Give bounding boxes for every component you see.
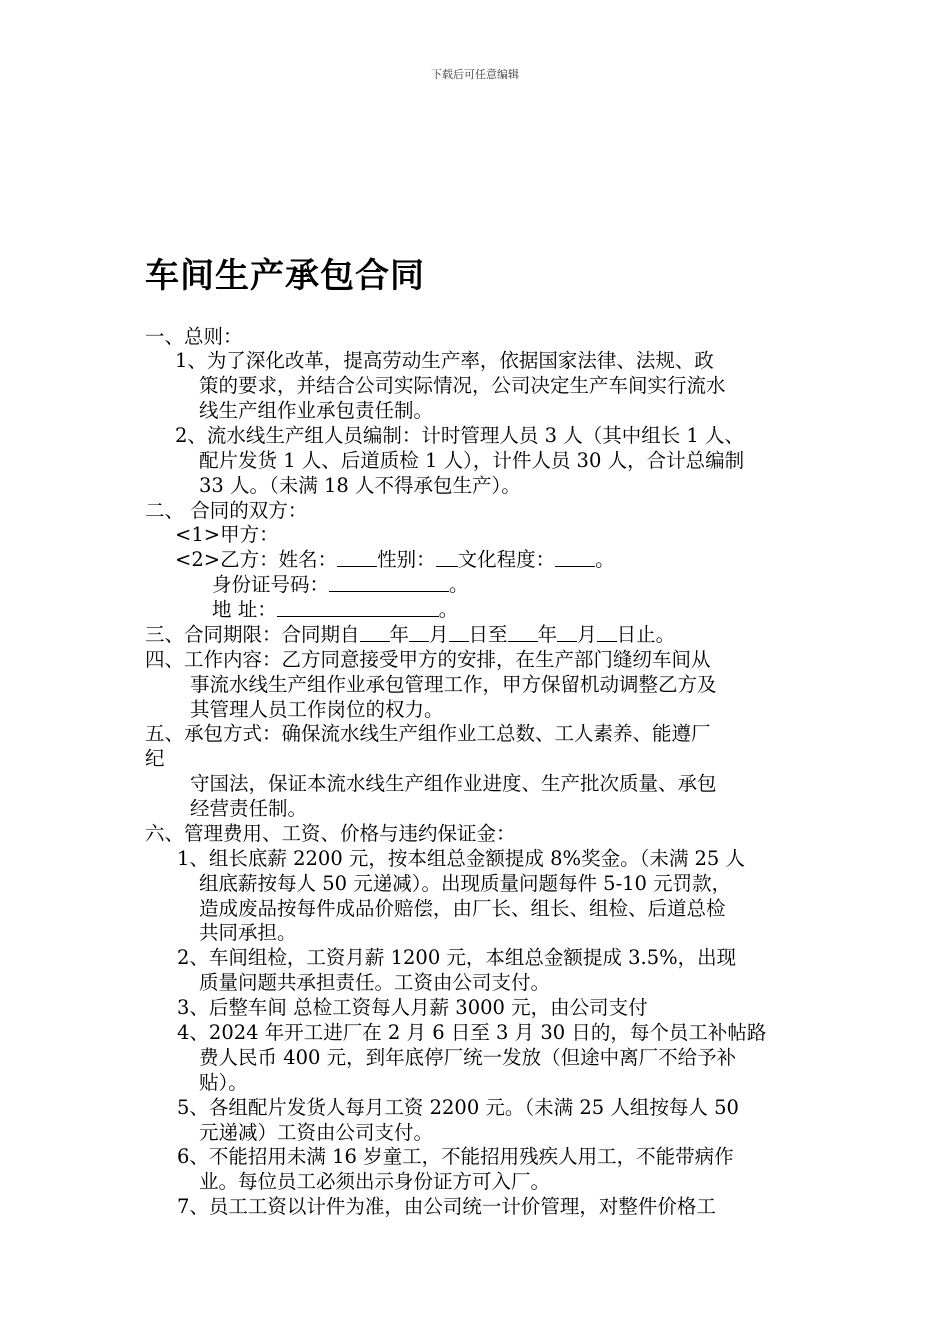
party-b-name-label: <2>乙方：姓名： bbox=[175, 548, 338, 571]
section-1-item-2-line-3: 33 人。（未满 18 人不得承包生产）。 bbox=[199, 474, 521, 497]
section-1-item-2-line-2: 配片发货 1 人、后道质检 1 人），计件人员 30 人，合计总编制 bbox=[199, 449, 745, 472]
start-day-blank bbox=[449, 622, 469, 642]
document-title: 车间生产承包合同 bbox=[145, 256, 425, 296]
section-1-item-2-line-1: 2、流水线生产组人员编制：计时管理人员 3 人（其中组长 1 人、 bbox=[175, 424, 745, 447]
party-b-end: 。 bbox=[595, 548, 615, 571]
id-number-blank bbox=[329, 572, 449, 592]
section-5-line-1: 五、承包方式：确保流水线生产组作业工总数、工人素养、能遵厂 bbox=[145, 722, 711, 745]
party-a-line: <1>甲方： bbox=[175, 523, 279, 546]
gender-label: 性别： bbox=[377, 548, 436, 571]
start-year-blank bbox=[360, 622, 390, 642]
end-month-blank bbox=[557, 622, 577, 642]
term-day-1: 日至 bbox=[468, 623, 508, 646]
section-6-item-1-line-1: 1、组长底薪 2200 元，按本组总金额提成 8%奖金。（未满 25 人 bbox=[177, 847, 746, 870]
education-blank bbox=[555, 547, 595, 567]
section-4-line-2: 事流水线生产组作业承包管理工作，甲方保留机动调整乙方及 bbox=[190, 673, 717, 696]
section-6-item-4-line-3: 贴）。 bbox=[199, 1071, 248, 1094]
section-6-item-1-line-4: 共同承担。 bbox=[199, 921, 297, 944]
section-6-item-7-line-1: 7、员工工资以计件为准，由公司统一计价管理，对整件价格工 bbox=[177, 1195, 716, 1218]
section-1-item-1-line-3: 线生产组作业承包责任制。 bbox=[199, 399, 434, 422]
section-6-item-4-line-1: 4、2024 年开工进厂在 2 月 6 日至 3 月 30 日的，每个员工补帖路 bbox=[177, 1021, 767, 1044]
section-1-item-1-line-2: 策的要求，并结合公司实际情况，公司决定生产车间实行流水 bbox=[199, 374, 726, 397]
id-number-label: 身份证号码： bbox=[212, 573, 330, 596]
section-6-item-1-line-3: 造成废品按每件成品价赔偿，由厂长、组长、组检、后道总检 bbox=[199, 897, 726, 920]
section-1-item-1-line-1: 1、为了深化改革，提高劳动生产率，依据国家法律、法规、政 bbox=[175, 349, 714, 372]
section-6-item-1-line-2: 组底薪按每人 50 元递减）。出现质量问题每件 5-10 元罚款， bbox=[199, 872, 732, 895]
section-3-term bbox=[145, 622, 675, 647]
party-b-line bbox=[175, 547, 615, 572]
section-5-line-3: 守国法，保证本流水线生产组作业进度、生产批次质量、承包 bbox=[190, 772, 717, 795]
section-6-heading: 六、管理费用、工资、价格与违约保证金： bbox=[145, 822, 516, 845]
address-line bbox=[212, 597, 458, 622]
section-5-line-2: 纪 bbox=[145, 747, 165, 770]
gender-blank bbox=[436, 547, 458, 567]
section-6-item-4-line-2: 费人民币 400 元，到年底停厂统一发放（但途中离厂不给予补 bbox=[199, 1046, 737, 1069]
section-4-line-3: 其管理人员工作岗位的权力。 bbox=[190, 698, 444, 721]
section-6-item-6-line-2: 业。每位员工必须出示身份证方可入厂。 bbox=[199, 1170, 551, 1193]
section-5-line-4: 经营责任制。 bbox=[190, 797, 308, 820]
term-day-2: 日止。 bbox=[616, 623, 676, 646]
section-1-heading: 一、总则： bbox=[145, 325, 243, 348]
end-year-blank bbox=[508, 622, 538, 642]
section-6-item-5-line-2: 元递减）工资由公司支付。 bbox=[199, 1121, 434, 1144]
address-label: 地 址： bbox=[212, 598, 277, 621]
start-month-blank bbox=[409, 622, 429, 642]
section-6-item-2-line-1: 2、车间组检，工资月薪 1200 元，本组总金额提成 3.5%，出现 bbox=[177, 946, 737, 969]
term-month-1: 月 bbox=[429, 623, 449, 646]
address-blank bbox=[277, 597, 439, 617]
id-number-line bbox=[212, 572, 469, 597]
section-6-item-2-line-2: 质量问题共承担责任。工资由公司支付。 bbox=[199, 971, 551, 994]
end-day-blank bbox=[597, 622, 617, 642]
address-end: 。 bbox=[438, 598, 459, 621]
section-6-item-3-line-1: 3、后整车间 总检工资每人月薪 3000 元，由公司支付 bbox=[177, 996, 648, 1019]
name-blank bbox=[337, 547, 377, 567]
id-end: 。 bbox=[449, 573, 469, 596]
section-2-heading: 二、 合同的双方： bbox=[145, 499, 308, 522]
education-label: 文化程度： bbox=[457, 548, 556, 571]
term-year-2: 年 bbox=[537, 623, 558, 646]
term-year-1: 年 bbox=[389, 623, 410, 646]
header-note: 下载后可任意编辑 bbox=[431, 68, 519, 81]
section-6-item-5-line-1: 5、各组配片发货人每月工资 2200 元。（未满 25 人组按每人 50 bbox=[177, 1096, 739, 1119]
section-6-item-6-line-1: 6、不能招用未满 16 岁童工，不能招用残疾人用工，不能带病作 bbox=[177, 1145, 734, 1168]
term-month-2: 月 bbox=[577, 623, 597, 646]
section-4-line-1: 四、工作内容：乙方同意接受甲方的安排，在生产部门缝纫车间从 bbox=[145, 648, 711, 671]
term-prefix: 三、合同期限：合同期自 bbox=[145, 623, 360, 646]
